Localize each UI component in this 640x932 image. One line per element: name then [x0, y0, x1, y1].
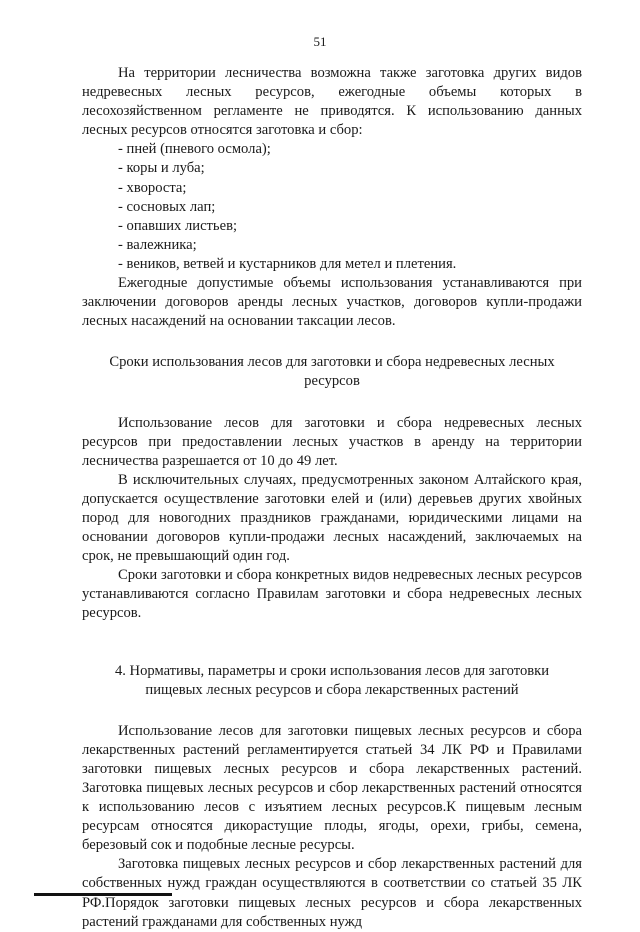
- list-item: - коры и луба;: [118, 159, 582, 178]
- paragraph: В исключительных случаях, предусмотренных законом Алтайского края, допускается осуществление заготовки елей и (или) деревьев других хвойных пород для новогодних праздников гражданами, юридическими лицами на основании договоров купли-продажи лесных насаждений, заключаемых на срок, не превышающий один год.: [82, 471, 582, 565]
- page-body: [82, 64, 582, 932]
- footnote-separator: [34, 893, 172, 896]
- paragraph: Использование лесов для заготовки пищевых лесных ресурсов и сбора лекарственных растений регламентируется статьей 34 ЛК РФ и Правилами заготовки пищевых лесных ресурсов и сбора лекарственных растений. Заготовка пищевых лесных ресурсов и сбор лекарственных растений относятся к использованию лесов с изъятием лесных ресурсов.К пищевым лесным ресурсам относятся дикорастущие плоды, ягоды, орехи, грибы, семена, березовый сок и подобные лесные ресурсы.: [82, 722, 582, 854]
- section1-closing: Ежегодные допустимые объемы использования устанавливаются при заключении договоров аренды лесных участков, договоров купли-продажи лесных насаждений на основании таксации лесов.: [82, 275, 582, 330]
- list-item: - опавших листьев;: [118, 217, 582, 236]
- section-heading: Сроки использования лесов для заготовки и сбора недревесных лесных ресурсов: [109, 354, 555, 390]
- list-item: - пней (пневого осмола);: [118, 140, 582, 159]
- list-item: - хвороста;: [118, 179, 582, 198]
- list-item: - сосновых лап;: [118, 198, 582, 217]
- list-item: - валежника;: [118, 236, 582, 255]
- section1-intro: На территории лесничества возможна также заготовка других видов недревесных лесных ресурсов, ежегодные объемы которых в лесохозяйственном регламенте не приводятся. К использованию данных лесных ресурсов относятся заготовка и сбор:: [82, 65, 582, 139]
- paragraph: Использование лесов для заготовки и сбора недревесных лесных ресурсов при предоставлении лесных участков в аренду на территории лесничества разрешается от 10 до 49 лет.: [82, 414, 582, 469]
- page-number: 51: [313, 34, 327, 49]
- paragraph: Заготовка пищевых лесных ресурсов и сбор лекарственных растений для собственных нужд граждан осуществляются в соответствии со статьей 35 ЛК РФ.Порядок заготовки пищевых лесных ресурсов и сбора лекарственных растений гражданами для собственных нужд: [82, 856, 582, 930]
- paragraph: Сроки заготовки и сбора конкретных видов недревесных лесных ресурсов устанавливаются согласно Правилам заготовки и сбора недревесных лесных ресурсов.: [82, 567, 582, 622]
- list-item: - веников, ветвей и кустарников для метел и плетения.: [118, 255, 582, 274]
- resource-list: [82, 140, 582, 274]
- section-heading-numbered: 4. Нормативы, параметры и сроки использования лесов для заготовки пищевых лесных ресурсов и сбора лекарственных растений: [114, 662, 550, 698]
